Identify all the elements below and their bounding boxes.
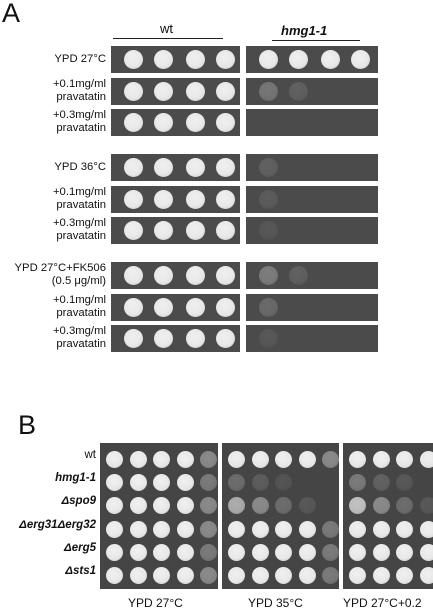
- colony-spot: [252, 544, 269, 561]
- colony-spot: [153, 521, 170, 538]
- mutant-plate-strip: [246, 46, 378, 73]
- colony-spot: [349, 521, 366, 538]
- row-label: +0.3mg/ml: [52, 217, 106, 229]
- colony-spot: [153, 567, 170, 584]
- colony-spot: [186, 190, 205, 209]
- colony-spot: [186, 113, 205, 132]
- colony-spot: [124, 50, 143, 69]
- colony-spot: [259, 190, 278, 209]
- strain-label: Δerg5: [63, 541, 96, 554]
- colony-spot: [200, 497, 217, 514]
- colony-spot: [289, 298, 308, 317]
- strain-label: Δsts1: [65, 565, 96, 577]
- strain-label: hmg1-1: [55, 472, 96, 485]
- colony-spot: [154, 190, 173, 209]
- colony-spot: [186, 82, 205, 101]
- mutant-plate-strip: [246, 217, 378, 244]
- wt-plate-strip: [111, 78, 240, 105]
- colony-spot: [259, 113, 278, 132]
- colony-spot: [130, 544, 147, 561]
- mutant-plate-strip: [246, 325, 378, 352]
- colony-spot: [373, 451, 390, 468]
- colony-spot: [153, 451, 170, 468]
- colony-spot: [259, 329, 278, 348]
- colony-spot: [130, 451, 147, 468]
- colony-spot: [216, 221, 235, 240]
- colony-spot: [154, 221, 173, 240]
- colony-spot: [154, 329, 173, 348]
- strain-label: Δspo9: [61, 495, 96, 508]
- colony-spot: [289, 82, 308, 101]
- colony-spot: [351, 329, 370, 348]
- colony-spot: [177, 497, 194, 514]
- colony-spot: [322, 521, 339, 538]
- colony-spot: [349, 544, 366, 561]
- row-label: +0.1mg/ml: [52, 185, 106, 198]
- colony-spot: [186, 221, 205, 240]
- colony-spot: [321, 190, 340, 209]
- colony-spot: [200, 451, 217, 468]
- colony-spot: [373, 521, 390, 538]
- colony-spot: [216, 158, 235, 177]
- mutant-header-rule: [272, 40, 360, 41]
- colony-spot: [420, 474, 433, 491]
- colony-spot: [289, 329, 308, 348]
- colony-spot: [130, 521, 147, 538]
- colony-spot: [259, 50, 278, 69]
- colony-spot: [321, 221, 340, 240]
- row-label: (0.5 μg/ml): [51, 275, 106, 287]
- colony-spot: [420, 497, 433, 514]
- colony-spot: [106, 567, 123, 584]
- colony-spot: [216, 50, 235, 69]
- colony-spot: [349, 567, 366, 584]
- colony-spot: [154, 82, 173, 101]
- colony-spot: [321, 82, 340, 101]
- wt-header-rule: [113, 38, 223, 39]
- colony-spot: [200, 544, 217, 561]
- colony-spot: [396, 521, 413, 538]
- colony-spot: [154, 298, 173, 317]
- plate-condition-label: YPD 35°C: [248, 596, 303, 610]
- row-label: pravatatin: [56, 230, 106, 242]
- wt-plate-strip: [111, 217, 240, 244]
- colony-spot: [177, 567, 194, 584]
- mutant-plate-strip: [246, 78, 378, 105]
- colony-spot: [289, 50, 308, 69]
- colony-spot: [177, 521, 194, 538]
- agar-plate: [100, 443, 218, 589]
- colony-spot: [299, 544, 316, 561]
- colony-spot: [321, 266, 340, 285]
- panel-b-letter: B: [18, 410, 37, 440]
- row-label: pravatatin: [56, 306, 106, 319]
- colony-spot: [396, 474, 413, 491]
- colony-spot: [106, 451, 123, 468]
- colony-spot: [299, 497, 316, 514]
- mutant-plate-strip: [246, 262, 378, 289]
- colony-spot: [106, 497, 123, 514]
- colony-spot: [216, 113, 235, 132]
- colony-spot: [252, 521, 269, 538]
- wt-plate-strip: [111, 186, 240, 213]
- colony-spot: [275, 474, 292, 491]
- row-label: +0.1mg/ml: [52, 293, 106, 306]
- colony-spot: [153, 497, 170, 514]
- colony-spot: [124, 298, 143, 317]
- colony-spot: [216, 82, 235, 101]
- colony-spot: [420, 567, 433, 584]
- colony-spot: [289, 190, 308, 209]
- colony-spot: [322, 544, 339, 561]
- mutant-column-header: hmg1-1: [281, 23, 328, 38]
- colony-spot: [396, 544, 413, 561]
- colony-spot: [200, 474, 217, 491]
- colony-spot: [259, 221, 278, 240]
- colony-spot: [349, 474, 366, 491]
- colony-spot: [351, 190, 370, 209]
- colony-spot: [299, 451, 316, 468]
- colony-spot: [186, 329, 205, 348]
- colony-spot: [373, 474, 390, 491]
- colony-spot: [177, 451, 194, 468]
- strain-label: Δerg31Δerg32: [19, 518, 96, 531]
- row-label: YPD 36°C: [54, 161, 106, 173]
- colony-spot: [299, 521, 316, 538]
- colony-spot: [124, 221, 143, 240]
- colony-spot: [322, 567, 339, 584]
- colony-spot: [420, 451, 433, 468]
- colony-spot: [200, 521, 217, 538]
- colony-spot: [153, 474, 170, 491]
- row-label: +0.3mg/ml: [52, 325, 106, 337]
- colony-spot: [299, 567, 316, 584]
- colony-spot: [322, 497, 339, 514]
- wt-plate-strip: [111, 46, 240, 73]
- colony-spot: [177, 544, 194, 561]
- mutant-plate-strip: [246, 109, 378, 136]
- colony-spot: [154, 50, 173, 69]
- colony-spot: [154, 113, 173, 132]
- colony-spot: [349, 497, 366, 514]
- colony-spot: [322, 451, 339, 468]
- plate-condition-label: YPD 27°C+0.2: [343, 596, 422, 610]
- colony-spot: [321, 113, 340, 132]
- colony-spot: [228, 497, 245, 514]
- colony-spot: [186, 158, 205, 177]
- colony-spot: [124, 190, 143, 209]
- colony-spot: [252, 474, 269, 491]
- colony-spot: [186, 50, 205, 69]
- row-label: pravatatin: [56, 90, 106, 103]
- colony-spot: [154, 266, 173, 285]
- colony-spot: [259, 298, 278, 317]
- wt-plate-strip: [111, 262, 240, 289]
- wt-column-header: wt: [160, 21, 173, 36]
- row-label: pravatatin: [56, 122, 106, 134]
- colony-spot: [396, 567, 413, 584]
- colony-spot: [106, 521, 123, 538]
- colony-spot: [252, 567, 269, 584]
- colony-spot: [124, 113, 143, 132]
- mutant-plate-strip: [246, 294, 378, 321]
- colony-spot: [373, 544, 390, 561]
- colony-spot: [321, 50, 340, 69]
- colony-spot: [228, 474, 245, 491]
- colony-spot: [228, 544, 245, 561]
- colony-spot: [228, 521, 245, 538]
- colony-spot: [321, 329, 340, 348]
- row-label: pravatatin: [56, 198, 106, 211]
- colony-spot: [289, 266, 308, 285]
- colony-spot: [252, 497, 269, 514]
- mutant-plate-strip: [246, 154, 378, 181]
- colony-spot: [275, 497, 292, 514]
- colony-spot: [177, 474, 194, 491]
- colony-spot: [228, 567, 245, 584]
- row-label: +0.3mg/ml: [52, 109, 106, 121]
- wt-plate-strip: [111, 294, 240, 321]
- colony-spot: [321, 158, 340, 177]
- colony-spot: [275, 451, 292, 468]
- colony-spot: [299, 474, 316, 491]
- row-label: YPD 27°C+FK506: [14, 262, 106, 274]
- colony-spot: [275, 544, 292, 561]
- colony-spot: [420, 521, 433, 538]
- colony-spot: [351, 113, 370, 132]
- plate-condition-label: YPD 27°C: [128, 596, 183, 610]
- colony-spot: [130, 497, 147, 514]
- colony-spot: [420, 544, 433, 561]
- colony-spot: [396, 497, 413, 514]
- colony-spot: [216, 266, 235, 285]
- colony-spot: [259, 82, 278, 101]
- strain-label: wt: [84, 449, 96, 461]
- row-label: YPD 27°C: [54, 53, 106, 65]
- colony-spot: [259, 158, 278, 177]
- colony-spot: [106, 544, 123, 561]
- colony-spot: [322, 474, 339, 491]
- row-label: pravatatin: [56, 338, 106, 350]
- colony-spot: [289, 158, 308, 177]
- colony-spot: [373, 567, 390, 584]
- colony-spot: [289, 221, 308, 240]
- colony-spot: [351, 50, 370, 69]
- colony-spot: [124, 82, 143, 101]
- colony-spot: [124, 266, 143, 285]
- colony-spot: [130, 474, 147, 491]
- colony-spot: [228, 451, 245, 468]
- colony-spot: [351, 82, 370, 101]
- colony-spot: [252, 451, 269, 468]
- colony-spot: [124, 158, 143, 177]
- colony-spot: [186, 266, 205, 285]
- panel-a-letter: A: [2, 0, 21, 28]
- colony-spot: [351, 266, 370, 285]
- colony-spot: [130, 567, 147, 584]
- colony-spot: [216, 329, 235, 348]
- colony-spot: [106, 474, 123, 491]
- colony-spot: [200, 567, 217, 584]
- colony-spot: [275, 567, 292, 584]
- agar-plate: [222, 443, 339, 589]
- wt-plate-strip: [111, 154, 240, 181]
- colony-spot: [373, 497, 390, 514]
- row-label: +0.1mg/ml: [52, 77, 106, 90]
- colony-spot: [153, 544, 170, 561]
- colony-spot: [259, 266, 278, 285]
- colony-spot: [396, 451, 413, 468]
- agar-plate: [343, 443, 433, 589]
- colony-spot: [351, 221, 370, 240]
- wt-plate-strip: [111, 109, 240, 136]
- colony-spot: [186, 298, 205, 317]
- colony-spot: [289, 113, 308, 132]
- colony-spot: [216, 298, 235, 317]
- colony-spot: [275, 521, 292, 538]
- wt-plate-strip: [111, 325, 240, 352]
- colony-spot: [216, 190, 235, 209]
- colony-spot: [351, 158, 370, 177]
- colony-spot: [321, 298, 340, 317]
- colony-spot: [351, 298, 370, 317]
- mutant-plate-strip: [246, 186, 378, 213]
- colony-spot: [124, 329, 143, 348]
- colony-spot: [154, 158, 173, 177]
- colony-spot: [349, 451, 366, 468]
